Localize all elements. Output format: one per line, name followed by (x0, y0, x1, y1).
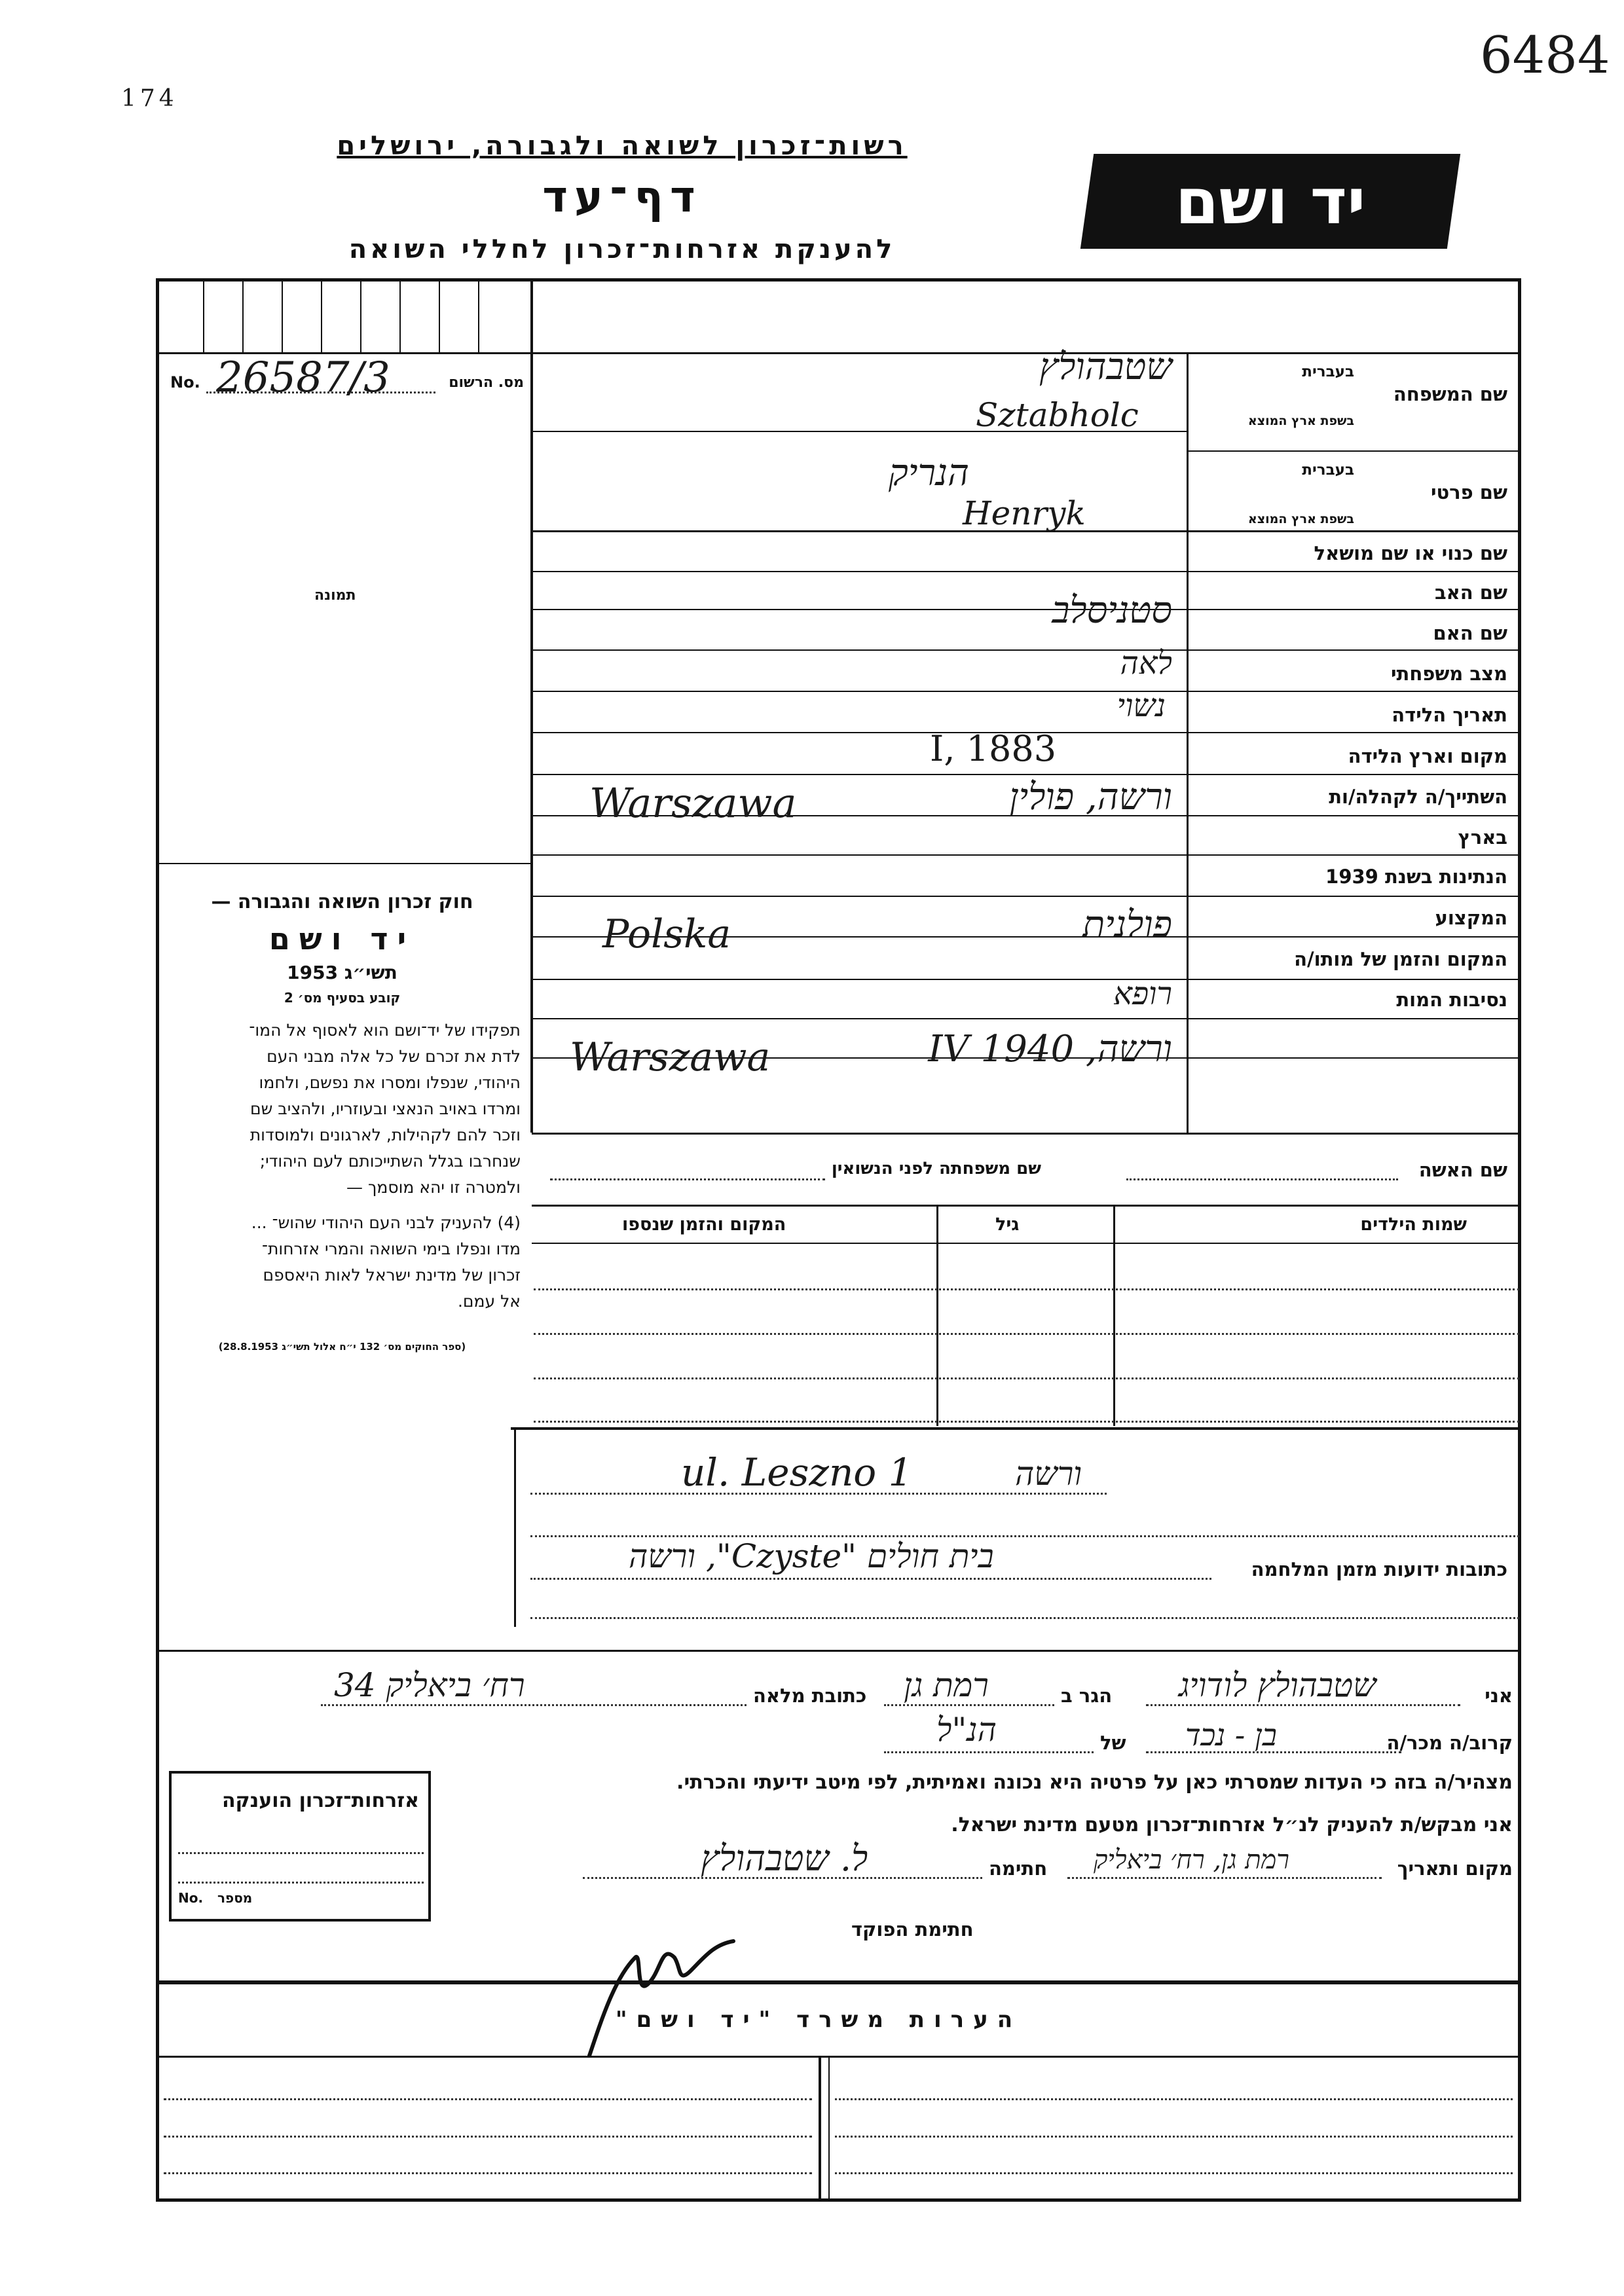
law-year: תשי״ג 1953 (287, 962, 397, 983)
yad-vashem-logo (1080, 154, 1460, 249)
family-name-origin: Sztabholc (976, 396, 1139, 434)
law-line: (4) להעניק לבני העם היהודי שהוש־ ... (251, 1213, 521, 1232)
law-line: ומרדו באויב הנאצי ובעוזריו, ולהציב שם (250, 1099, 521, 1118)
last-address-latin: ul. Leszno 1 (681, 1450, 913, 1495)
witness-name: שטבהולץ לודויג (1179, 1666, 1376, 1704)
nickname-label: שם כנוי או שם מושאל (1314, 542, 1507, 564)
top-number: 174 (121, 85, 178, 112)
law-para2 (164, 1210, 521, 1315)
first-name-hebrew-sub: בעברית (1302, 462, 1354, 479)
law-line: מדו ונפלו בימי השואה והמרי אזרחות־ (261, 1239, 521, 1258)
children-names-header: שמות הילדים (1360, 1214, 1467, 1235)
law-title: חוק זכרון השואה והגבורה — (211, 890, 473, 913)
witness-resides-value: רמת גן (904, 1666, 989, 1704)
corner-number: 6484 (1480, 26, 1610, 85)
registration-number-row (170, 354, 524, 412)
witness-signature: ל. שטבהולץ (701, 1838, 868, 1879)
mother-name-value: לאה (1120, 645, 1172, 682)
first-name-origin: Henryk (963, 494, 1086, 532)
community-label: השתייך/ה לקהלה/ות (1329, 786, 1507, 808)
officer-signature-label: חתימת הפוקד (851, 1918, 974, 1941)
law-clause: קובע בסעיף מס׳ 2 (284, 990, 401, 1006)
witness-resides-label: הגר ב (1061, 1685, 1113, 1707)
wife-name-label: שם האשה (1418, 1159, 1507, 1181)
children-death-header: המקום והזמן שנספו (622, 1214, 786, 1235)
form-title: דף־עד (542, 172, 702, 222)
death-place-latin: Warszawa (570, 1034, 771, 1080)
logo-text: יד ושם (1175, 164, 1366, 238)
witness-of-value: הנ"ל (936, 1711, 997, 1749)
family-name-origin-sub: בשפת ארץ המוצא (1247, 414, 1354, 428)
witness-declaration: מצהיר/ה בזה כי העדות שמסרתי כאן על פרטיה היא נכונה ואמיתית, לפי מיטב ידיעתי והכרתי. (676, 1771, 1513, 1794)
law-line: לדת את זכרם של כל אלה מבני העם (267, 1047, 521, 1066)
place-date-value: רמת גן, רח׳ ביאליק (1094, 1845, 1289, 1875)
witness-request: אני מבקש/ת להעניק לנ״ל אזרחות־זכרון מטעם מדינת ישראל. (951, 1813, 1513, 1836)
witness-i-label: אני (1485, 1685, 1513, 1707)
death-cause-label: נסיבות המות (1396, 989, 1507, 1011)
father-name-label: שם האב (1434, 581, 1507, 604)
first-name-origin-sub: בשפת ארץ המוצא (1247, 512, 1354, 526)
first-name-hebrew: הנריק (888, 452, 969, 494)
place-date-label: מקום ותאריך (1397, 1857, 1513, 1880)
citizenship-latin: Polska (602, 911, 731, 957)
stamp-no-label: No. (178, 1890, 204, 1906)
witness-full-address-value: רח׳ ביאליק 34 (334, 1666, 525, 1704)
law-para1 (164, 1017, 521, 1201)
wife-maiden-name-label: שם משפחתה לפני הנשואין (831, 1159, 1041, 1178)
birth-place-label: מקום וארץ הלידה (1348, 745, 1507, 767)
country-label: בארץ (1458, 826, 1507, 848)
last-address-hebrew: ורשה (1015, 1455, 1082, 1493)
wartime-address-label: כתובות ידועות מזמן המלחמה (1251, 1558, 1507, 1580)
registration-number: 26587/3 (216, 354, 390, 402)
marital-status-label: מצב משפחתי (1390, 663, 1507, 685)
law-line: תפקידו של יד־ושם הוא לאסוף אל המו־ (249, 1021, 521, 1040)
birth-date-label: תאריך הלידה (1392, 704, 1507, 726)
witness-relation-label: קרוב/ה מכר/ה (1386, 1732, 1513, 1754)
profession-value: רופא (1113, 975, 1172, 1012)
photo-label: תמונה (314, 587, 356, 604)
officer-signature (563, 1918, 773, 2062)
signature-label: חתימה (989, 1857, 1048, 1880)
institution-name: רשות־זכרון לשואה ולגבורה, ירושלים (337, 131, 908, 161)
death-place-time-label: המקום והזמן של מותו/ה (1294, 948, 1507, 970)
first-name-label: שם פרטי (1430, 481, 1507, 503)
law-line: היהודי, שנפלו ומסרו את נפשם, ולחמו (259, 1073, 521, 1092)
citizenship-granted-box (169, 1771, 431, 1922)
birth-place-value: ורשה, פולין (1009, 776, 1172, 818)
stamp-number-label: מספר (217, 1890, 253, 1906)
marital-status-value: נשוי (1116, 687, 1166, 724)
witness-relation-value: בן - נכד (1185, 1717, 1277, 1753)
witness-of-label: של (1100, 1732, 1126, 1754)
citizenship-granted-title: אזרחות־זכרון הוענקה (221, 1789, 419, 1812)
family-name-hebrew: שטבהולץ (1039, 346, 1172, 388)
registration-no-label: No. (170, 373, 200, 392)
witness-full-address-label: כתובת מלאה (753, 1685, 867, 1707)
law-reference: (ספר החוקים מס׳ 132 י״ח אלול תשי״ג 28.8.1953) (218, 1341, 466, 1353)
citizenship-label: הנתינות בשנת 1939 (1325, 866, 1507, 888)
law-line: שנחרבו בגלל השתייכותם לעם היהודי; (259, 1152, 521, 1171)
law-name: יד ושם (268, 921, 416, 957)
law-block (164, 890, 521, 1353)
wartime-address-value: בית חולים "Czyste", ורשה (629, 1537, 994, 1575)
death-place-time-value: ורשה, 1940 IV (928, 1028, 1172, 1070)
mother-name-label: שם האם (1433, 622, 1507, 644)
birth-place-latin: Warszawa (589, 779, 797, 827)
family-name-label: שם המשפחה (1393, 383, 1507, 405)
children-age-header: גיל (995, 1214, 1020, 1235)
law-line: זכרון של מדינת ישראל לאות היאספם (263, 1266, 521, 1285)
profession-label: המקצוע (1435, 907, 1507, 929)
law-line: וזכר להם לקהילות, לארגונים ולמוסדות (249, 1125, 521, 1144)
form-subtitle: להענקת אזרחות־זכרון לחללי השואה (348, 234, 896, 264)
citizenship-value: פולנית (1082, 903, 1172, 946)
family-name-hebrew-sub: בעברית (1302, 363, 1354, 380)
law-line: ולמטרה זו יהא מוסמך — (346, 1178, 521, 1197)
father-name-value: סטניסלב (1052, 589, 1172, 632)
office-notes-title: הערות משרד "יד ושם" (615, 2007, 1022, 2033)
law-line: אל עמם. (457, 1292, 521, 1311)
birth-date-value: I, 1883 (930, 728, 1057, 769)
registration-label: מס. הרשום (449, 374, 524, 391)
